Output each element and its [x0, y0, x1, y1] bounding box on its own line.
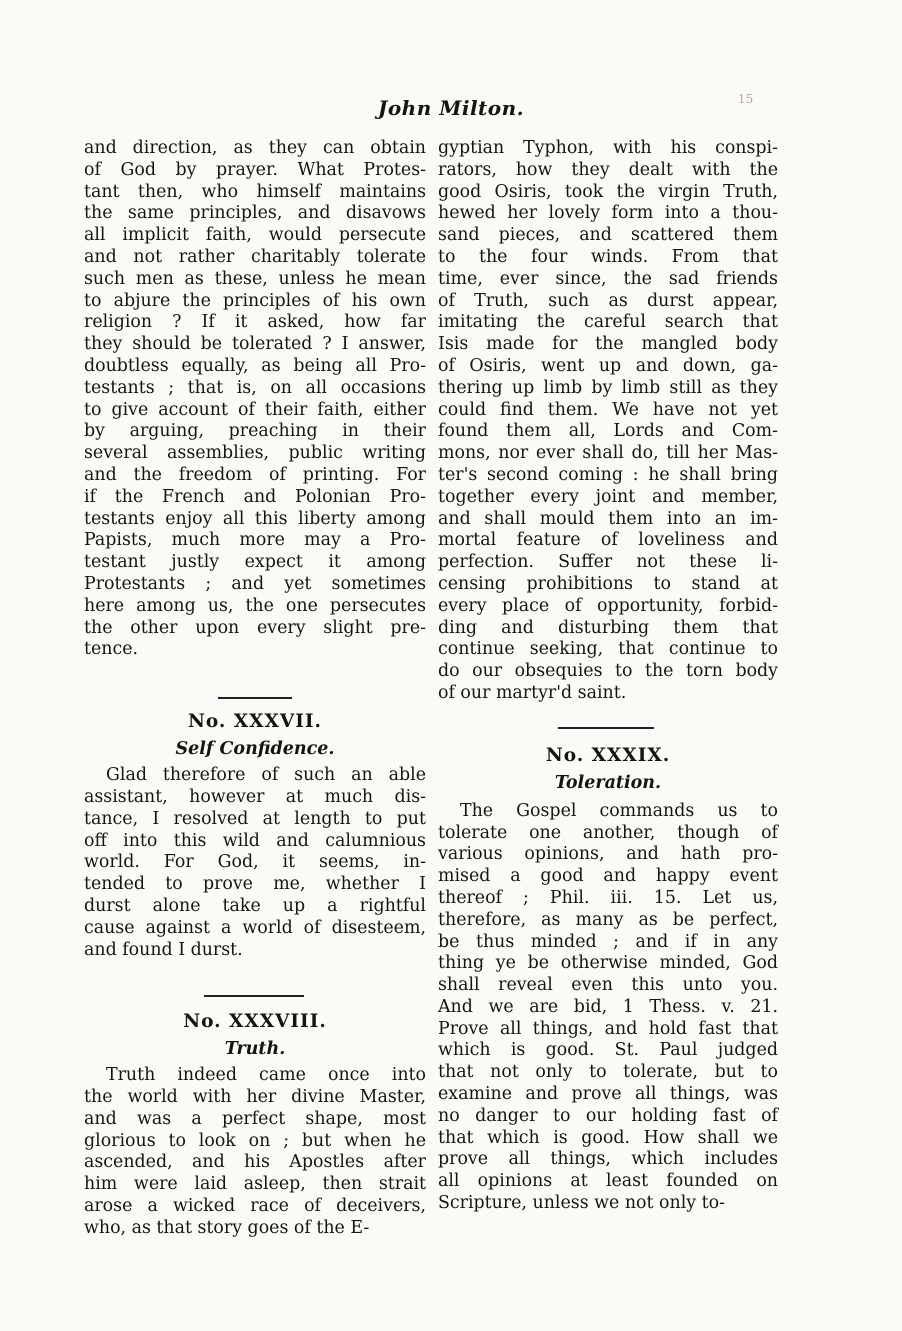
text-line: they should be tolerated ? I answer,: [84, 334, 426, 355]
text-line: mons, nor ever shall do, till her Mas-: [438, 443, 778, 464]
text-line: mised a good and happy event: [438, 866, 778, 887]
text-line: various opinions, and hath pro-: [438, 844, 778, 865]
text-line: shall reveal even this unto you.: [438, 975, 778, 996]
text-line: the same principles, and disavows: [84, 203, 426, 224]
entry-37-number: No. XXXVII.: [188, 711, 322, 733]
text-line: of Osiris, went up and down, ga-: [438, 355, 778, 376]
text-line: him were laid asleep, then strait: [84, 1174, 426, 1195]
text-line: perfection. Suffer not these li-: [438, 552, 778, 573]
text-line: good Osiris, took the virgin Truth,: [438, 181, 778, 202]
text-line: tance, I resolved at length to put: [84, 808, 426, 829]
text-line: and direction, as they can obtain: [84, 138, 426, 158]
text-line: Isis made for the mangled body: [438, 334, 778, 355]
text-line: Protestants ; and yet sometimes: [84, 573, 426, 594]
text-line: Prove all things, and hold fast that: [438, 1018, 778, 1039]
text-line: several assemblies, public writing: [84, 443, 426, 464]
text-line: of Truth, such as durst appear,: [438, 290, 778, 311]
text-line: mortal feature of loveliness and: [438, 530, 778, 551]
text-line: the world with her divine Master,: [84, 1087, 426, 1108]
text-line: together every joint and member,: [438, 486, 778, 507]
text-line: imitating the careful search that: [438, 312, 778, 333]
text-line: ter's second coming : he shall bring: [438, 464, 778, 485]
section-rule: [558, 727, 654, 729]
text-line: cause against a world of disesteem,: [84, 917, 426, 938]
text-line: ascended, and his Apostles after: [84, 1152, 426, 1173]
entry-38-title: Truth.: [224, 1039, 286, 1060]
text-line: ding and disturbing them that: [438, 617, 778, 638]
entry-37-text: [84, 765, 426, 961]
text-line: off into this wild and calumnious: [84, 830, 426, 851]
text-line: Papists, much more may a Pro-: [84, 530, 426, 551]
text-line: glorious to look on ; but when he: [84, 1130, 426, 1151]
text-line: that which is good. How shall we: [438, 1127, 778, 1148]
left-continuation-paragraph: [84, 138, 426, 661]
text-line: do our obsequies to the torn body: [438, 661, 778, 682]
text-line: doubtless equally, as being all Pro-: [84, 355, 426, 376]
text-line: to give account of their faith, either: [84, 399, 426, 420]
text-line: thing ye be otherwise minded, God: [438, 953, 778, 974]
text-line: here among us, the one persecutes: [84, 595, 426, 616]
text-line: testants ; that is, on all occasions: [84, 377, 426, 398]
text-line: that not only to tolerate, but to: [438, 1062, 778, 1083]
text-line: hewed her lovely form into a thou-: [438, 203, 778, 224]
entry-39-number: No. XXXIX.: [545, 744, 671, 766]
text-line: censing prohibitions to stand at: [438, 573, 778, 594]
text-line: tant then, who himself maintains: [84, 181, 426, 202]
text-line: to abjure the principles of his own: [84, 290, 426, 311]
text-line: arose a wicked race of deceivers,: [84, 1196, 426, 1217]
text-line: who, as that story goes of the E-: [84, 1217, 370, 1238]
right-continuation-paragraph: [438, 138, 778, 705]
page-marker: 15: [738, 92, 754, 106]
text-line: Glad therefore of such an able: [106, 765, 426, 786]
text-line: be thus minded ; and if in any: [438, 931, 778, 952]
entry-39-title: Toleration.: [554, 772, 662, 793]
text-line: tolerate one another, though of: [438, 822, 778, 843]
text-line: and found I durst.: [84, 939, 243, 960]
text-line: if the French and Polonian Pro-: [84, 486, 426, 507]
text-line: world. For God, it seems, in-: [84, 852, 426, 873]
text-line: The Gospel commands us to: [460, 800, 778, 821]
text-line: examine and prove all things, was: [438, 1084, 778, 1105]
text-line: all implicit faith, would persecute: [84, 225, 426, 246]
text-line: Scripture, unless we not only to-: [438, 1193, 725, 1214]
text-line: And we are bid, 1 Thess. v. 21.: [438, 996, 778, 1017]
text-line: no danger to our holding fast of: [438, 1105, 778, 1126]
text-line: of God by prayer. What Protes-: [84, 159, 426, 180]
text-line: thering up limb by limb still as they: [438, 377, 778, 398]
section-rule: [204, 995, 304, 997]
text-line: thereof ; Phil. iii. 15. Let us,: [438, 887, 778, 908]
text-line: tence.: [84, 639, 139, 660]
text-line: such men as these, unless he mean: [84, 268, 426, 289]
text-line: by arguing, preaching in their: [84, 421, 426, 442]
text-line: religion ? If it asked, how far: [84, 312, 426, 333]
text-line: gyptian Typhon, with his conspi-: [438, 138, 778, 158]
left-column: [84, 138, 426, 1240]
text-line: and was a perfect shape, most: [84, 1108, 426, 1129]
text-line: Truth indeed came once into: [106, 1065, 426, 1086]
text-line: time, ever since, the sad friends: [438, 268, 778, 289]
text-line: the other upon every slight pre-: [84, 617, 426, 638]
running-header: John Milton.: [377, 96, 525, 120]
section-rule: [218, 697, 292, 699]
text-line: found them all, Lords and Com-: [438, 421, 778, 442]
text-line: which is good. St. Paul judged: [438, 1040, 778, 1061]
text-line: therefore, as many as be perfect,: [438, 909, 778, 930]
text-line: assistant, however at much dis-: [84, 786, 426, 807]
text-line: to the four winds. From that: [438, 246, 778, 267]
text-line: prove all things, which includes: [438, 1149, 778, 1170]
right-column: [438, 138, 778, 1215]
text-line: and shall mould them into an im-: [438, 508, 778, 529]
text-line: continue seeking, that continue to: [438, 639, 778, 660]
entry-37-title: Self Confidence.: [175, 739, 335, 760]
text-line: durst alone take up a rightful: [84, 895, 426, 916]
text-line: rators, how they dealt with the: [438, 159, 778, 180]
entry-38-number: No. XXXVIII.: [183, 1011, 327, 1033]
text-line: testant justly expect it among: [84, 552, 426, 573]
entry-39-text: [438, 801, 778, 1215]
text-line: and the freedom of printing. For: [84, 464, 426, 485]
text-line: testants enjoy all this liberty among: [84, 508, 426, 529]
text-line: of our martyr'd saint.: [438, 682, 627, 703]
text-line: could find them. We have not yet: [438, 399, 778, 420]
text-line: every place of opportunity, forbid-: [438, 595, 778, 616]
text-line: tended to prove me, whether I: [84, 874, 426, 895]
text-line: all opinions at least founded on: [438, 1171, 778, 1192]
text-line: sand pieces, and scattered them: [438, 225, 778, 246]
entry-38-text: [84, 1065, 426, 1239]
text-line: and not rather charitably tolerate: [84, 246, 426, 267]
